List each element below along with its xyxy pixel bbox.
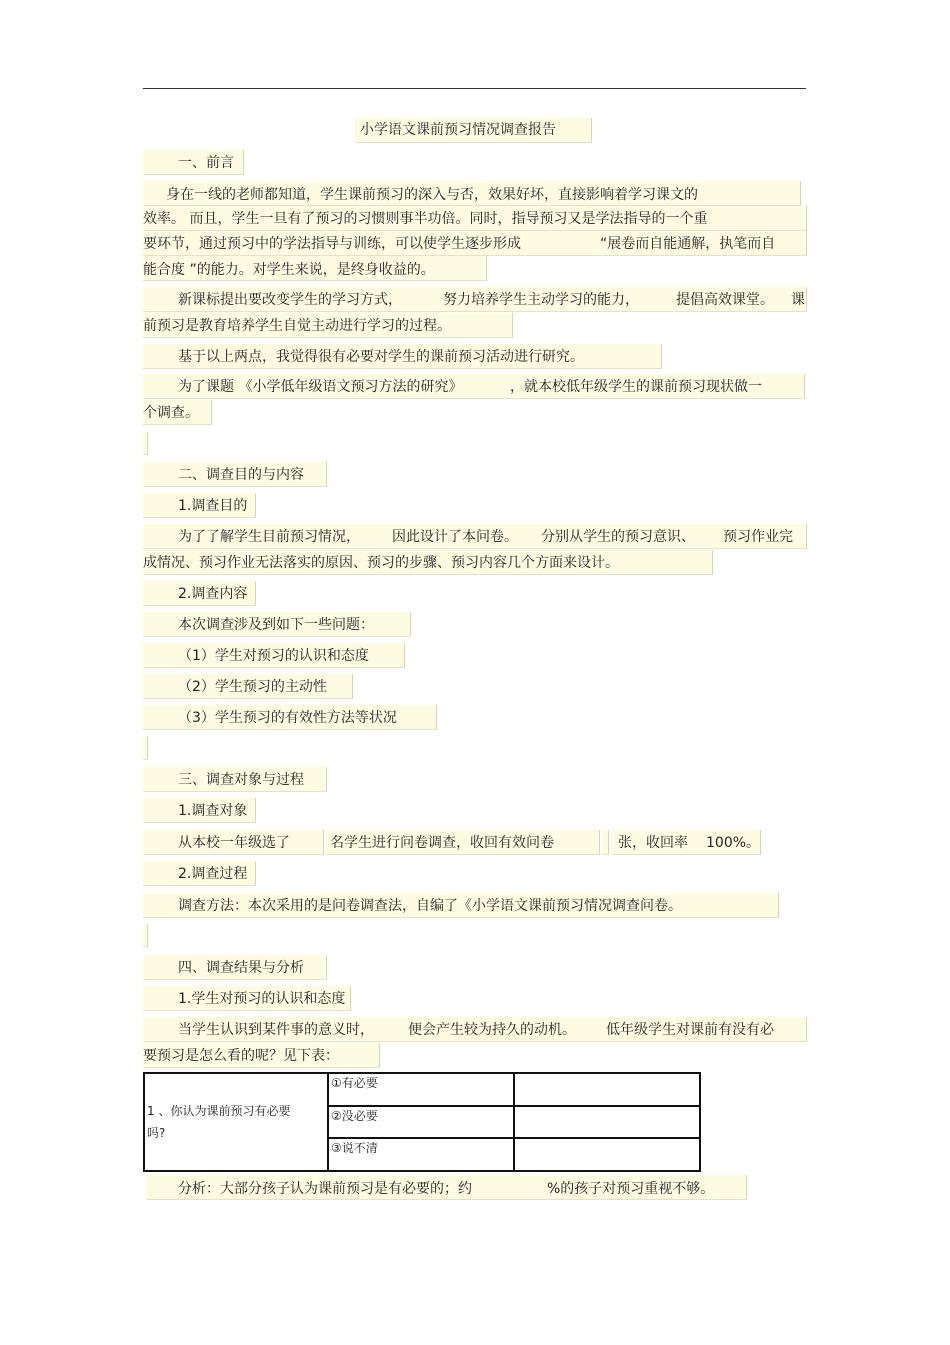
s2-item-2: （2）学生预习的主动性	[178, 679, 327, 695]
s3-p1-seg2: 名学生进行问卷调查，收回有效问卷	[330, 835, 554, 851]
answer-cell	[514, 1073, 700, 1106]
s3-p1-seg1: 从本校一年级选了	[178, 835, 290, 851]
highlight	[143, 924, 148, 947]
s4-p1-line2: 要预习是怎么看的呢？见下表：	[143, 1048, 339, 1064]
s4-p1-seg2: 便会产生较为持久的动机。	[408, 1022, 576, 1038]
s1-p1-line1: 身在一线的老师都知道，学生课前预习的深入与否，效果好坏，直接影响着学习课文的	[166, 187, 698, 203]
s1-p1-line2: 效率。 而且，学生一旦有了预习的习惯则事半功倍。同时，指导预习又是学法指导的一个重	[143, 211, 708, 227]
s1-p2-line2: 前预习是教育培养学生自觉主动进行学习的过程。	[143, 318, 451, 334]
highlight	[602, 830, 609, 855]
s1-p4-seg2: ，就本校低年级学生的课前预习现状做一	[510, 379, 762, 395]
s1-p2-seg1: 新课标提出要改变学生的学习方式，	[178, 292, 402, 308]
answer-cell	[514, 1106, 700, 1139]
question-line-2: 吗?	[147, 1126, 166, 1140]
section-1-heading: 一、前言	[178, 155, 234, 171]
s3-sub1: 1.调查对象	[178, 803, 248, 819]
s2-p1-line2: 成情况、预习作业无法落实的原因、预习的步骤、预习内容几个方面来设计。	[143, 555, 619, 571]
s1-p4-seg1: 为了课题 《小学低年级语文预习方法的研究》	[178, 379, 463, 395]
s2-sub1: 1.调查目的	[178, 498, 248, 514]
s4-p1-seg1: 当学生认识到某件事的意义时，	[178, 1022, 374, 1038]
s2-p2: 本次调查涉及到如下一些问题：	[178, 617, 374, 633]
s4-analysis-seg2: %的孩子对预习重视不够。	[547, 1181, 715, 1197]
question-line-1: 1 、你认为课前预习有必要	[147, 1104, 291, 1118]
section-3-heading: 三、调查对象与过程	[178, 772, 304, 788]
highlight	[143, 432, 148, 455]
s1-p4-line2: 个调查。	[143, 405, 199, 421]
option-cell: ②没必要	[328, 1106, 514, 1139]
s2-p1-seg3: 分别从学生的预习意识、	[541, 529, 695, 545]
s1-p3: 基于以上两点，我觉得很有必要对学生的课前预习活动进行研究。	[178, 349, 584, 365]
s2-sub2: 2.调查内容	[178, 586, 248, 602]
s1-p1-line3b: “展卷而自能通解，执笔而自	[600, 236, 776, 252]
s1-p1-line4: 能合度 ”的能力。对学生来说，是终身收益的。	[143, 262, 435, 278]
highlight	[143, 737, 148, 760]
s2-item-3: （3）学生预习的有效性方法等状况	[178, 710, 397, 726]
survey-table	[143, 1072, 701, 1172]
s1-p2-seg3: 提倡高效课堂。	[676, 292, 774, 308]
s2-p1-seg2: 因此设计了本问卷。	[392, 529, 518, 545]
header-rule	[143, 88, 806, 89]
s1-p2-seg2: 努力培养学生主动学习的能力，	[443, 292, 639, 308]
option-cell: ③说不清	[328, 1138, 514, 1171]
s2-item-1: （1）学生对预习的认识和态度	[178, 648, 369, 664]
s3-p1-seg3: 张，收回率	[618, 835, 688, 851]
section-4-heading: 四、调查结果与分析	[178, 960, 304, 976]
s2-p1-seg1: 为了了解学生目前预习情况，	[178, 529, 360, 545]
s3-sub2: 2.调查过程	[178, 866, 248, 882]
s4-sub1: 1.学生对预习的认识和态度	[178, 991, 346, 1007]
s2-p1-seg4: 预习作业完	[723, 529, 793, 545]
s4-p1-seg3: 低年级学生对课前有没有必	[606, 1022, 774, 1038]
s1-p1-line3a: 要环节，通过预习中的学法指导与训练，可以使学生逐步形成	[143, 236, 521, 252]
section-2-heading: 二、调查目的与内容	[178, 467, 304, 483]
survey-question	[144, 1073, 328, 1171]
page-title: 小学语文课前预习情况调查报告	[360, 122, 556, 138]
s3-p2: 调查方法：本次采用的是问卷调查法，自编了《小学语文课前预习情况调查问卷。	[178, 898, 682, 914]
s4-analysis-seg1: 分析：大部分孩子认为课前预习是有必要的；约	[178, 1181, 472, 1197]
s1-p2-seg4: 课	[791, 292, 805, 308]
option-cell: ①有必要	[328, 1073, 514, 1106]
answer-cell	[514, 1138, 700, 1171]
s3-p1-seg4: 100%。	[706, 835, 761, 851]
